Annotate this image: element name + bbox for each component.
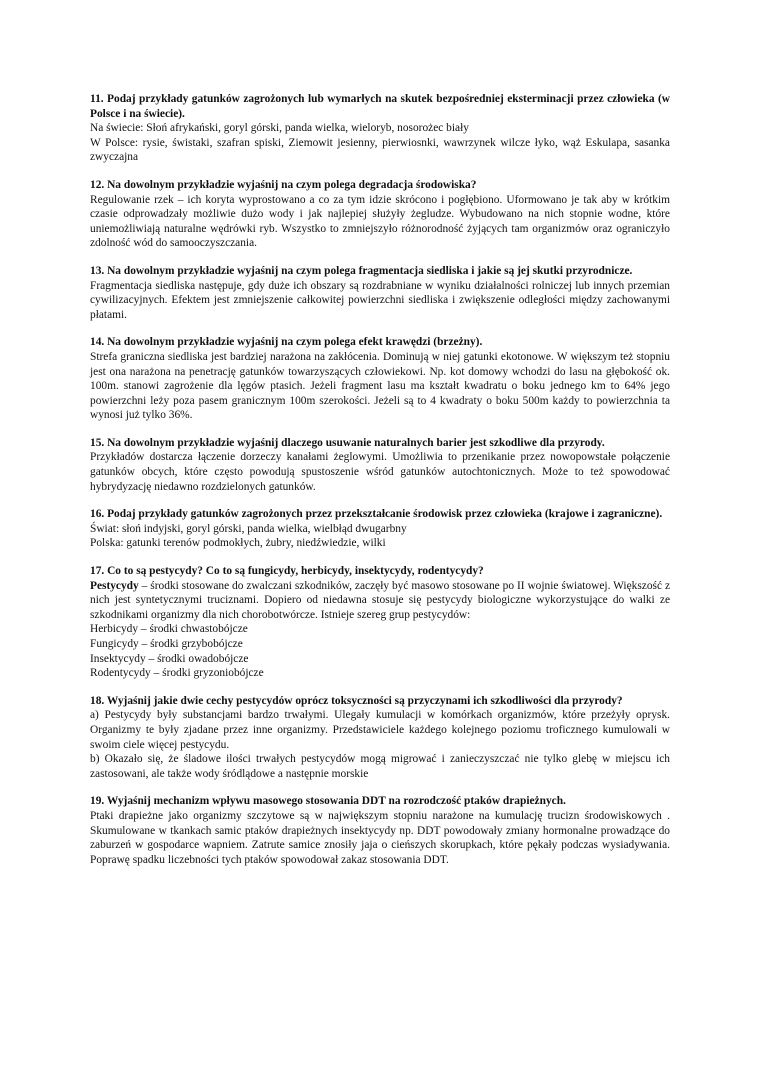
question-heading: 13. Na dowolnym przykładzie wyjaśnij na czym polega fragmentacja siedliska i jakie są jej skutki przyrodnicze. — [90, 264, 633, 277]
section-q11 — [90, 92, 670, 165]
answer-paragraph: Ptaki drapieżne jako organizmy szczytowe są w największym stopniu narażone na kumulację trucizn środowiskowych . Skumulowane w tkankach samic ptaków drapieżnych insektycydy np. DDT powodowały zmiany hormonalne prowadzące do zaburzeń w gospodarce wapniem. Zatrute samice znosiły jaja o cieńszych skorupkach, które pękały podczas wysiadywania. Poprawę spadku liczebności tych ptaków spowodował zakaz stosowania DDT. — [90, 809, 670, 866]
question-heading: 17. Co to są pestycydy? Co to są fungicydy, herbicydy, insektycydy, rodentycydy? — [90, 565, 484, 578]
question-heading: 19. Wyjaśnij mechanizm wpływu masowego stosowania DDT na rozrodczość ptaków drapieżnych. — [90, 795, 566, 808]
answer-paragraph: Świat: słoń indyjski, goryl górski, panda wielka, wielbłąd dwugarbny — [90, 522, 407, 535]
term-bold: Pestycydy — [90, 579, 139, 592]
answer-paragraph: W Polsce: rysie, świstaki, szafran spiski, Ziemowit jesienny, pierwiosnki, wawrzynek wilcze łyko, wąż Eskulapa, sasanka zwyczajna — [90, 136, 670, 164]
section-q17 — [90, 564, 670, 681]
answer-paragraph: a) Pestycydy były substancjami bardzo trwałymi. Ulegały kumulacji w komórkach organizmów, które przeżyły oprysk. Organizmy te były zjadane przez inne organizmy. Przedstawiciele każdego kolejnego poziomu troficznego kumulowali w swoim ciele więcej pestycydu. — [90, 709, 670, 751]
section-q12 — [90, 178, 670, 251]
section-q19 — [90, 794, 670, 867]
answer-paragraph: Regulowanie rzek – ich koryta wyprostowano a co za tym idzie skrócono i pogłębiono. Uformowano je tak aby w krótkim czasie odprowadzały możliwie dużo wody i jak najlepiej służyły żegludze. Wybudowano na nich stopnie wodne, które uniemożliwiają naturalne wędrówki ryb. Wszystko to zmniejszyło różnorodność żyjących tam organizmów oraz ograniczyło zdolność wód do samooczyszczania. — [90, 193, 670, 250]
section-q13 — [90, 264, 670, 322]
answer-paragraph: b) Okazało się, że śladowe ilości trwałych pestycydów mogą migrować i zanieczyszczać nie tylko glebę w miejscu ich zastosowani, ale także wody śródlądowe a następnie morskie — [90, 753, 670, 780]
question-heading: 16. Podaj przykłady gatunków zagrożonych przez przekształcanie środowisk przez człowieka (krajowe i zagraniczne). — [90, 508, 663, 521]
section-q15 — [90, 436, 670, 494]
list-item: Rodentycydy – środki gryzoniobójcze — [90, 667, 264, 680]
list-item: Fungicydy – środki grzybobójcze — [90, 638, 243, 650]
question-heading: 12. Na dowolnym przykładzie wyjaśnij na czym polega degradacja środowiska? — [90, 178, 477, 191]
answer-paragraph: Strefa graniczna siedliska jest bardziej narażona na zakłócenia. Dominują w niej gatunki ekotonowe. W większym też stopniu jest ona narażona na penetrację gatunków towarzyszących człowiekowi. Np. kot domowy wchodzi do lasu na głębokość ok. 100m. stanowi zagrożenie dla lęgów ptasich. Jeżeli fragment lasu ma kształt kwadratu o boku jednego km to 64% jego powierzchni leży poza pasem granicznym 100m szerokości. Jeżeli są to 4 kwadraty o boku 500m każdy to powierzchnia ta wynosi już tylko 36%. — [90, 350, 670, 422]
answer-paragraph: Fragmentacja siedliska następuje, gdy duże ich obszary są rozdrabniane w wyniku działalności rolniczej lub innych przemian cywilizacyjnych. Efektem jest zmniejszenie całkowitej powierzchni siedliska i zwiększenie odległości między zachowanymi płatami. — [90, 279, 670, 321]
answer-paragraph: Przykładów dostarcza łączenie dorzeczy kanałami żeglowymi. Umożliwia to przenikanie przez nowopowstałe połączenie gatunków obcych, które często powodują spustoszenie wśród gatunków autochtonicznych. Może to też spowodować hybrydyzację niedawno rozdzielonych gatunków. — [90, 451, 670, 493]
question-heading: 18. Wyjaśnij jakie dwie cechy pestycydów oprócz toksyczności są przyczynami ich szkodliwości dla przyrody? — [90, 694, 623, 707]
section-q14 — [90, 335, 670, 423]
list-item: Insektycydy – środki owadobójcze — [90, 652, 249, 665]
section-q18 — [90, 694, 670, 782]
question-heading: 15. Na dowolnym przykładzie wyjaśnij dlaczego usuwanie naturalnych barier jest szkodliwe dla przyrody. — [90, 436, 605, 449]
answer-paragraph — [90, 579, 670, 623]
section-q16 — [90, 507, 670, 551]
question-heading: 14. Na dowolnym przykładzie wyjaśnij na czym polega efekt krawędzi (brzeżny). — [90, 336, 483, 349]
list-item: Herbicydy – środki chwastobójcze — [90, 623, 248, 636]
definition-text: – środki stosowane do zwalczani szkodników, zaczęły być masowo stosowane po II wojnie światowej. Większość z nich jest syntetycznymi truciznami. Dopiero od niedawna stosuje się pestycydy biologiczne wykorzystujące do walki ze szkodnikami organizmy dla nich chorobotwórcze. Istnieje szereg grup pestycydów: — [90, 579, 670, 621]
answer-paragraph: Na świecie: Słoń afrykański, goryl górski, panda wielka, wieloryb, nosorożec biały — [90, 122, 469, 135]
answer-paragraph: Polska: gatunki terenów podmokłych, żubry, niedźwiedzie, wilki — [90, 537, 386, 550]
question-heading: 11. Podaj przykłady gatunków zagrożonych lub wymarłych na skutek bezpośredniej eksterminacji przez człowieka (w Polsce i na świecie). — [90, 93, 670, 120]
